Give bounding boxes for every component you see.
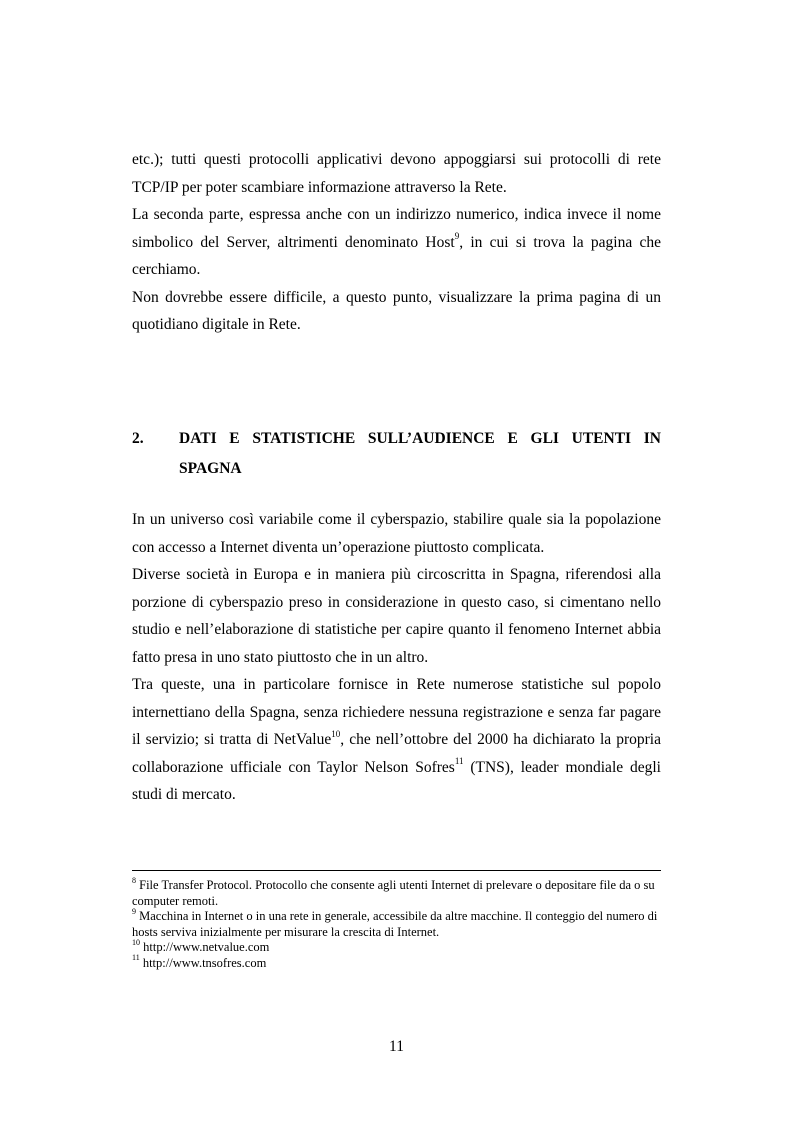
footnote: $^{10}$ http://www.netvalue.com [132,937,270,954]
section-title: DATI E STATISTICHE SULL’AUDIENCE E GLI UTENTI IN SPAGNA [179,430,661,477]
paragraph: Diverse società in Europa e in maniera più circoscritta in Spagna, riferendosi alla porzione di cyberspazio preso in considerazione in questo caso, si cimentano nello studio e nell’elaborazione di statistiche per capire quanto il fenomeno Internet abbia fatto presa in uno stato piuttosto che in un altro. [132,566,661,666]
footnote: $^9$ Macchina in Internet o in una rete in generale, accessibile da altre macchine. Il conteggio del numero di hosts serviva inizialmente per misurare la crescita di Internet. [132,906,658,939]
footnote: $^8$ File Transfer Protocol. Protocollo che consente agli utenti Internet di prelevare o depositare file da o su computer remoti. [132,875,655,908]
footnotes [132,875,661,971]
section-heading [132,424,661,484]
footnote-ref: 11 [454,756,464,767]
paragraph: La seconda parte, espressa anche con un indirizzo numerico, indica invece il nome simbolico del Server, altrimenti denominato Host$^9$, in cui si trova la pagina che cerchiamo. [132,206,661,278]
paragraph: In un universo così variabile come il cyberspazio, stabilire quale sia la popolazione con accesso a Internet diventa un’operazione piuttosto complicata. [132,511,661,556]
footnote: $^{11}$ http://www.tnsofres.com [132,953,267,970]
page-number: 11 [389,1038,404,1055]
body-text-bottom [132,506,661,809]
paragraph: etc.); tutti questi protocolli applicativi devono appoggiarsi sui protocolli di rete TCP/IP per poter scambiare informazione attraverso la Rete. [132,151,661,196]
body-text-top [132,146,661,339]
section-number: 2. [132,430,144,447]
footnote-separator [132,870,661,871]
footnote-ref: 9 [454,231,460,242]
footnote-ref: 10 [331,728,341,739]
paragraph: Non dovrebbe essere difficile, a questo punto, visualizzare la prima pagina di un quotidiano digitale in Rete. [132,288,661,333]
paragraph: Tra queste, una in particolare fornisce in Rete numerose statistiche sul popolo internettiano della Spagna, senza richiedere nessuna registrazione e senza far pagare il servizio; si tratta di NetValue$^{10}$, che nell’ottobre del 2000 ha dichiarato la propria collaborazione ufficiale con Taylor Nelson Sofres$^{11}$ (TNS), leader mondiale degli studi di mercato. [132,676,661,803]
